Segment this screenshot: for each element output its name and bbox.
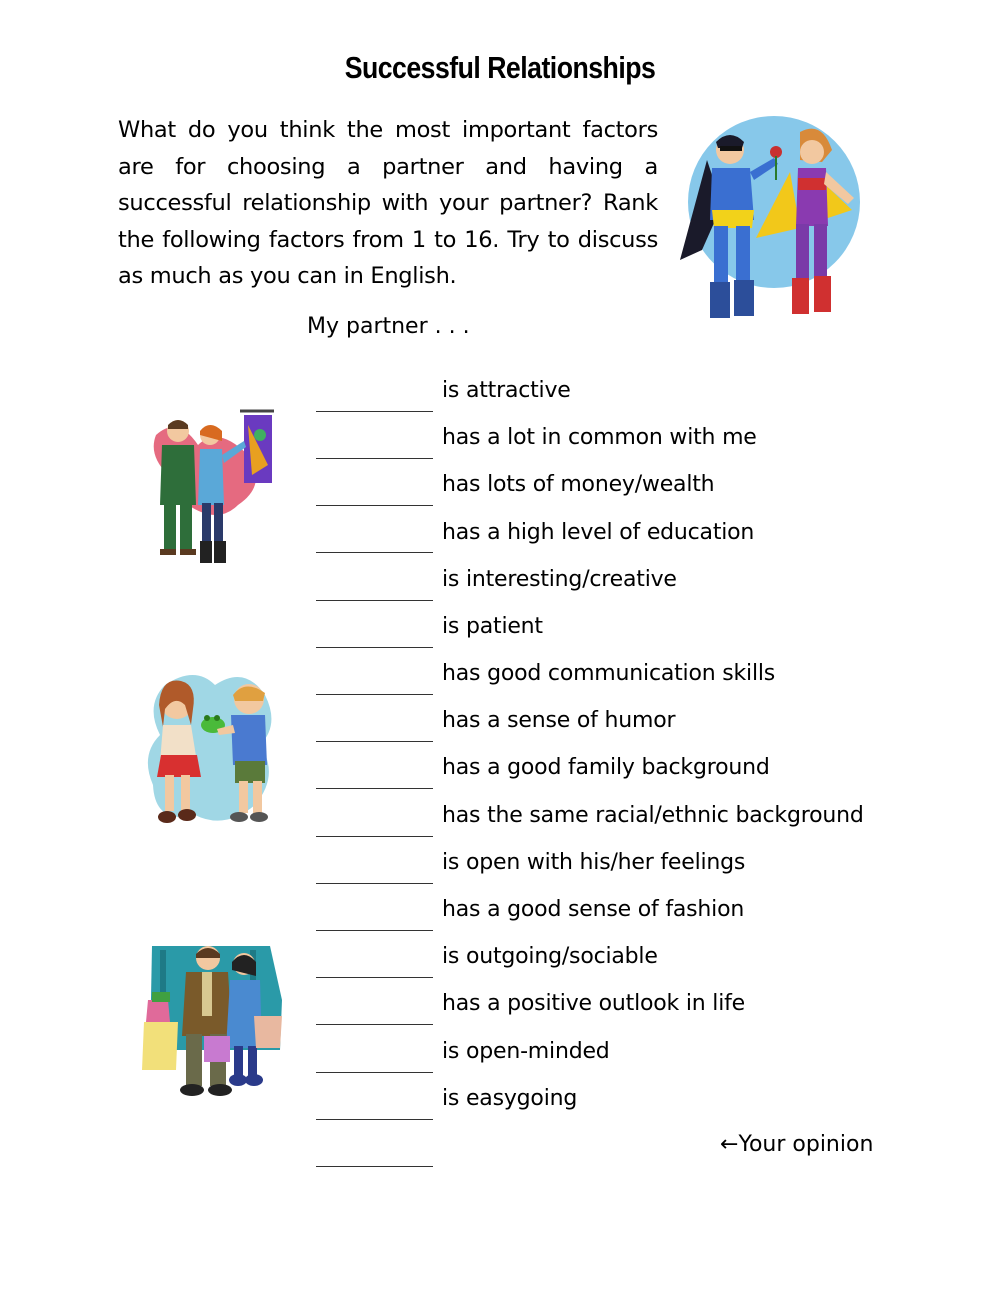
factor-item: has a good sense of fashion	[442, 897, 745, 922]
factor-item: is patient	[442, 614, 543, 639]
rank-blank-5[interactable]	[316, 600, 433, 601]
rank-blank-14[interactable]	[316, 1024, 433, 1025]
rank-blank-16[interactable]	[316, 1119, 433, 1120]
rank-blank-11[interactable]	[316, 883, 433, 884]
rank-blank-opinion[interactable]	[316, 1166, 433, 1167]
rank-blank-13[interactable]	[316, 977, 433, 978]
factor-item: is easygoing	[442, 1086, 578, 1111]
rank-blank-8[interactable]	[316, 741, 433, 742]
rank-blank-9[interactable]	[316, 788, 433, 789]
factor-item: is attractive	[442, 378, 571, 403]
rank-blank-7[interactable]	[316, 694, 433, 695]
my-partner-lead: My partner . . .	[307, 314, 470, 339]
left-arrow-icon: ←	[720, 1132, 739, 1157]
factor-item: has good communication skills	[442, 661, 776, 686]
rank-blank-10[interactable]	[316, 836, 433, 837]
rank-blank-1[interactable]	[316, 411, 433, 412]
factor-item: has a sense of humor	[442, 708, 676, 733]
couple-shopping-illustration	[140, 940, 285, 1105]
instructions-paragraph: What do you think the most important factors are for choosing a partner and having a successful relationship with your partner? Rank the following factors from 1 to 16. Try to discuss as much as you can in English.	[118, 117, 658, 289]
rank-blank-6[interactable]	[316, 647, 433, 648]
couple-at-art-gallery-illustration	[148, 405, 278, 567]
factor-item: is open with his/her feelings	[442, 850, 746, 875]
page-title: Successful Relationships	[344, 50, 656, 85]
your-opinion-label	[720, 1132, 873, 1157]
factor-item: is open-minded	[442, 1039, 610, 1064]
rank-blank-3[interactable]	[316, 505, 433, 506]
factor-item: has the same racial/ethnic background	[442, 803, 864, 828]
rank-blank-12[interactable]	[316, 930, 433, 931]
factor-item: has a positive outlook in life	[442, 991, 745, 1016]
factor-item: has a high level of education	[442, 520, 755, 545]
rank-blank-2[interactable]	[316, 458, 433, 459]
factor-item: has lots of money/wealth	[442, 472, 715, 497]
factor-item: is outgoing/sociable	[442, 944, 658, 969]
rank-blank-4[interactable]	[316, 552, 433, 553]
your-opinion-text: Your opinion	[738, 1132, 874, 1157]
rank-blank-15[interactable]	[316, 1072, 433, 1073]
factor-item: is interesting/creative	[442, 567, 677, 592]
superhero-couple-illustration	[672, 110, 872, 335]
factor-item: has a lot in common with me	[442, 425, 757, 450]
kids-with-frog-illustration	[145, 665, 280, 830]
factor-item: has a good family background	[442, 755, 770, 780]
